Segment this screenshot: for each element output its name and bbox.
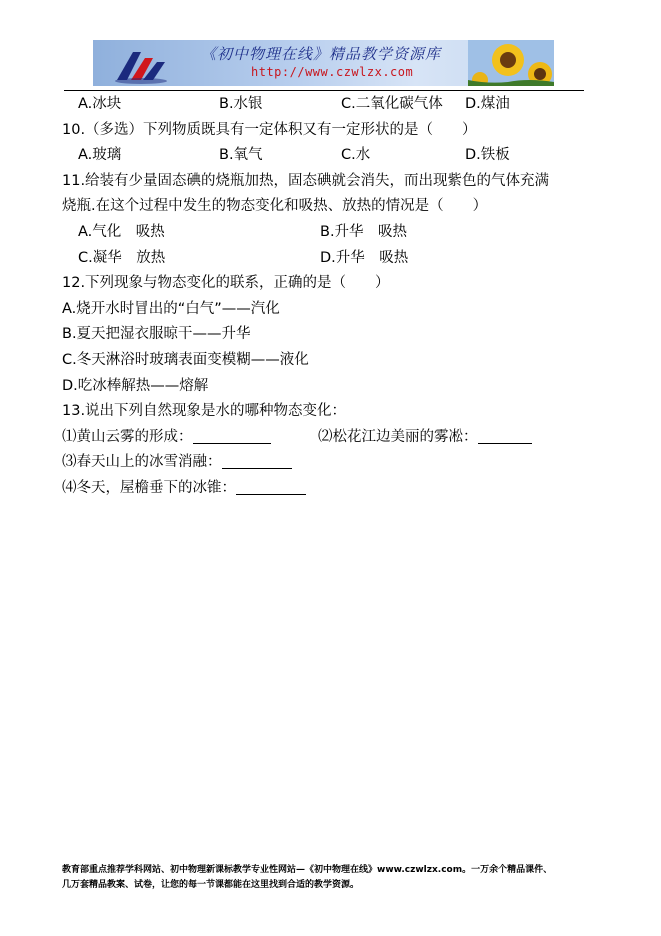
q11-options-row2 [62,246,592,272]
q9-option-c: C.二氧化碳气体 [341,96,443,112]
footer-line-2: 几万套精品教案、试卷，让您的每一节课都能在这里找到合适的教学资源。 [62,880,360,890]
q11-option-d: D.升华 吸热 [320,249,409,266]
q12-option-c: C.冬天淋浴时玻璃表面变模糊——液化 [62,351,309,368]
footer-line-1: 教育部重点推荐学科网站、初中物理新课标教学专业性网站—《初中物理在线》www.czwlzx.com。一万余个精品课件、 [62,865,553,875]
header-divider [64,90,584,91]
q10-options-row [62,143,592,169]
q11-options-row1 [62,220,592,246]
q13-stem: 13.说出下列自然现象是水的哪种物态变化： [62,403,347,420]
banner-url[interactable]: http://www.czwlzx.com [251,65,414,79]
q10-option-c: C.水 [341,147,371,164]
page-footer [62,863,602,893]
q13-row3 [62,476,592,502]
q10-stem: 10.（多选）下列物质既具有一定体积又有一定形状的是（ ） [62,121,477,138]
q13-item-1 [62,425,271,451]
question-content [62,92,592,502]
header-banner [93,40,554,86]
q13-item-1-blank[interactable] [193,427,271,444]
q13-item-4 [62,476,306,502]
q13-item-1-label: ⑴黄山云雾的形成： [62,428,193,445]
q10-option-b: B.氧气 [219,147,263,164]
q13-item-2-label: ⑵松花江边美丽的雾凇： [318,428,478,445]
q9-option-b: B.水银 [219,96,263,112]
q11-option-a: A.气化 吸热 [78,223,165,240]
q11-option-c: C.凝华 放热 [78,249,166,266]
q12-option-b: B.夏天把湿衣服晾干——升华 [62,326,251,343]
q12-option-d: D.吃冰棒解热——熔解 [62,377,209,394]
q11-stem-line2: 烧瓶.在这个过程中发生的物态变化和吸热、放热的情况是（ ） [62,198,488,215]
sunflower-image [468,40,554,86]
banner-title: 《初中物理在线》精品教学资源库 [201,45,442,63]
q13-item-4-blank[interactable] [236,478,306,495]
q11-stem-line1: 11.给装有少量固态碘的烧瓶加热，固态碘就会消失，而出现紫色的气体充满 [62,172,550,189]
q9-option-a: A.冰块 [78,96,122,112]
q13-row1 [62,425,592,451]
q13-item-2 [318,425,532,451]
q9-options-row [62,92,592,118]
q11-option-b: B.升华 吸热 [320,223,408,240]
q13-item-3-blank[interactable] [222,452,292,469]
q9-option-d: D.煤油 [465,96,510,112]
q13-item-2-blank[interactable] [478,427,532,444]
q10-option-a: A.玻璃 [78,147,122,164]
q12-stem: 12.下列现象与物态变化的联系，正确的是（ ） [62,275,390,292]
q13-item-3 [62,450,292,476]
q10-option-d: D.铁板 [465,147,510,164]
q13-item-3-label: ⑶春天山上的冰雪消融： [62,454,222,471]
q12-option-a: A.烧开水时冒出的“白气”——汽化 [62,300,280,317]
site-logo-icon [111,44,171,84]
q13-item-4-label: ⑷冬天，屋檐垂下的冰锥： [62,479,236,496]
q13-row2 [62,450,592,476]
